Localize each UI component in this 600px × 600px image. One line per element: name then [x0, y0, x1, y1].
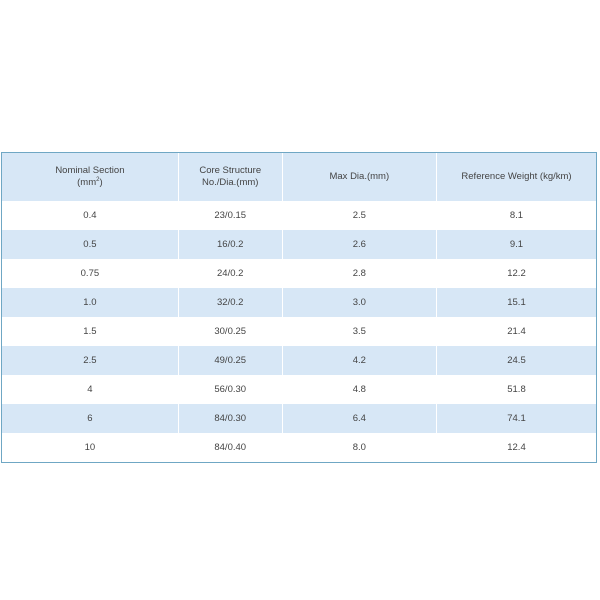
cell-nominal-section: 0.75	[2, 259, 178, 288]
cell-reference-weight: 24.5	[436, 346, 596, 375]
cell-reference-weight: 15.1	[436, 288, 596, 317]
header-row	[2, 153, 596, 201]
table-row	[2, 375, 596, 404]
cell-core-structure: 32/0.2	[178, 288, 282, 317]
header-reference-weight-label: Reference Weight (kg/km)	[461, 171, 572, 182]
table-row	[2, 288, 596, 317]
cell-max-dia: 3.5	[282, 317, 436, 346]
cell-reference-weight: 21.4	[436, 317, 596, 346]
table-row	[2, 259, 596, 288]
table-row	[2, 230, 596, 259]
cell-reference-weight: 12.4	[436, 433, 596, 462]
header-core-structure-line2: No./Dia.(mm)	[201, 177, 259, 188]
cell-reference-weight: 74.1	[436, 404, 596, 433]
cell-nominal-section: 0.5	[2, 230, 178, 259]
header-max-dia	[282, 153, 436, 201]
header-nominal-section-line1: Nominal Section	[55, 165, 125, 176]
cell-reference-weight: 51.8	[436, 375, 596, 404]
cell-reference-weight: 8.1	[436, 201, 596, 230]
cell-max-dia: 4.2	[282, 346, 436, 375]
spec-table-container	[1, 152, 597, 463]
cell-nominal-section: 4	[2, 375, 178, 404]
cell-max-dia: 4.8	[282, 375, 436, 404]
table-row	[2, 317, 596, 346]
cell-core-structure: 30/0.25	[178, 317, 282, 346]
cell-nominal-section: 2.5	[2, 346, 178, 375]
cell-nominal-section: 0.4	[2, 201, 178, 230]
cell-nominal-section: 6	[2, 404, 178, 433]
cell-reference-weight: 12.2	[436, 259, 596, 288]
cell-core-structure: 49/0.25	[178, 346, 282, 375]
cell-max-dia: 3.0	[282, 288, 436, 317]
table-row	[2, 346, 596, 375]
table-body	[2, 201, 596, 462]
cell-reference-weight: 9.1	[436, 230, 596, 259]
cell-core-structure: 84/0.40	[178, 433, 282, 462]
cell-core-structure: 23/0.15	[178, 201, 282, 230]
table-row	[2, 201, 596, 230]
cell-core-structure: 16/0.2	[178, 230, 282, 259]
cell-core-structure: 56/0.30	[178, 375, 282, 404]
header-reference-weight	[436, 153, 596, 201]
cell-nominal-section: 1.5	[2, 317, 178, 346]
cell-max-dia: 2.6	[282, 230, 436, 259]
cell-max-dia: 6.4	[282, 404, 436, 433]
table-row	[2, 404, 596, 433]
cell-core-structure: 24/0.2	[178, 259, 282, 288]
header-max-dia-label: Max Dia.(mm)	[329, 171, 390, 182]
cell-max-dia: 2.5	[282, 201, 436, 230]
header-core-structure-line1: Core Structure	[199, 165, 262, 176]
cell-max-dia: 8.0	[282, 433, 436, 462]
cell-nominal-section: 10	[2, 433, 178, 462]
cell-nominal-section: 1.0	[2, 288, 178, 317]
header-nominal-section	[2, 153, 178, 201]
header-nominal-section-line2: $(mm^2)$	[77, 176, 103, 188]
spec-table	[2, 153, 596, 462]
header-core-structure	[178, 153, 282, 201]
cell-core-structure: 84/0.30	[178, 404, 282, 433]
table-header	[2, 153, 596, 201]
table-row	[2, 433, 596, 462]
cell-max-dia: 2.8	[282, 259, 436, 288]
